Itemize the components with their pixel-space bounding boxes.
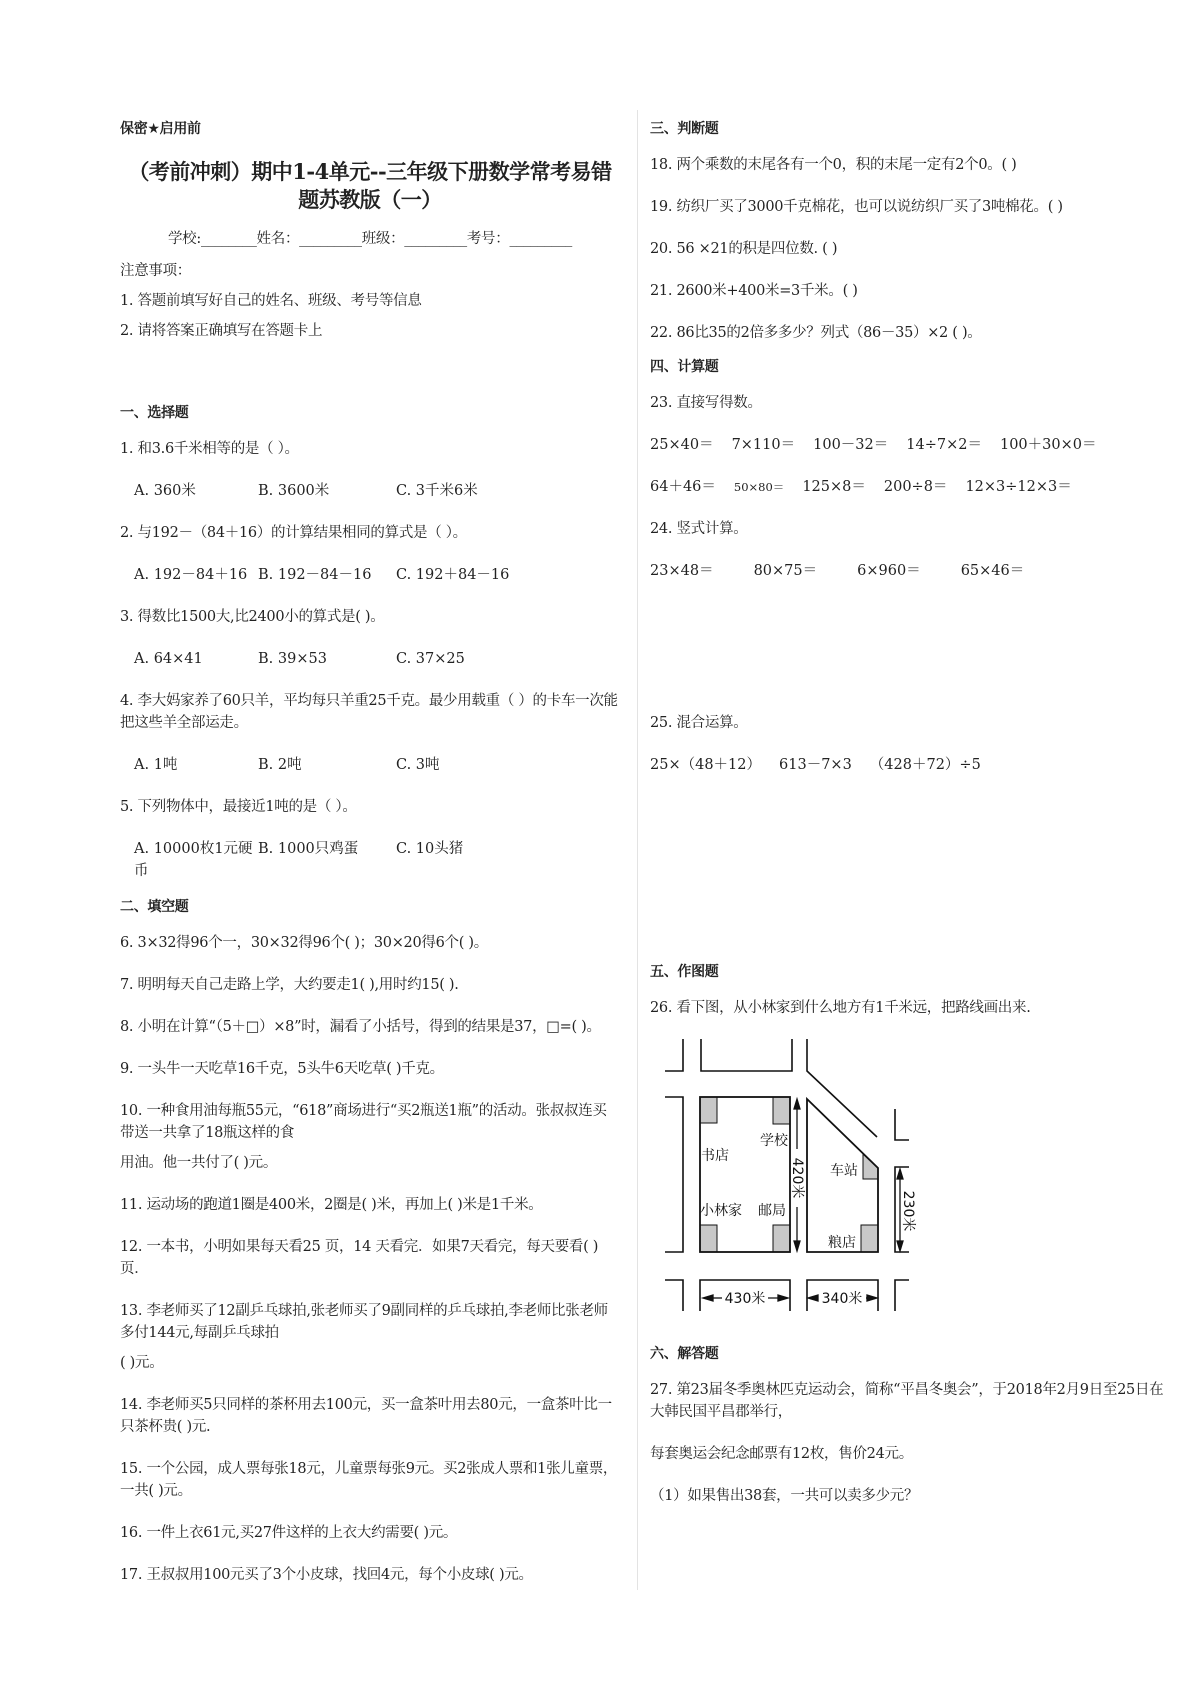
place-label: 小林家 — [700, 1203, 742, 1219]
calc-item: 50×80＝ — [733, 480, 785, 494]
calc-item: 6×960＝ — [857, 563, 921, 579]
question-23: 23. 直接写得数。 — [650, 395, 762, 411]
question-27-part-1: （1）如果售出38套，一共可以卖多少元？ — [650, 1488, 919, 1504]
option-c: C. 192＋84－16 — [396, 567, 510, 583]
option-b: B. 3600米 — [258, 483, 330, 499]
page-title: （考前冲刺）期中1-4单元--三年级下册数学常考易错题苏教版（一） — [128, 159, 612, 212]
calc-item: （428＋72）÷5 — [869, 757, 981, 773]
option-b: B. 192－84－16 — [258, 567, 372, 583]
distance-label: 230米 — [900, 1190, 916, 1232]
options-row — [134, 564, 620, 586]
section-heading: 二、填空题 — [120, 899, 189, 915]
question-20: 20. 56 ×21的积是四位数. ( ) — [650, 241, 838, 257]
option-a: A. 360米 — [134, 483, 196, 499]
question-24: 24. 竖式计算。 — [650, 521, 748, 537]
notice-item: 2. 请将答案正确填写在答题卡上 — [120, 323, 323, 339]
calc-item: 200÷8＝ — [883, 479, 948, 495]
column-divider — [637, 110, 638, 1590]
distance-label: 340米 — [821, 1291, 863, 1307]
right-column — [650, 118, 1170, 1527]
question-17: 17. 王叔叔用100元买了3个小皮球，找回4元，每个小皮球( )元。 — [120, 1567, 533, 1583]
question-1: 1. 和3.6千米相等的是（ ）。 — [120, 441, 299, 457]
option-c: C. 3千米6米 — [396, 483, 478, 499]
distance-label: 420米 — [789, 1157, 805, 1199]
question-9: 9. 一头牛一天吃草16千克，5头牛6天吃草( )千克。 — [120, 1061, 444, 1077]
question-15: 15. 一个公园，成人票每张18元，儿童票每张9元。买2张成人票和1张儿童票，一共( )元。 — [120, 1461, 618, 1499]
option-a: A. 192－84＋16 — [134, 567, 248, 583]
calc-item: 7×110＝ — [731, 437, 796, 453]
calc-row — [650, 560, 1170, 582]
options-row — [134, 480, 620, 502]
calc-item: 12×3÷12×3＝ — [965, 479, 1072, 495]
street-line — [895, 1109, 909, 1140]
question-2: 2. 与192－（84＋16）的计算结果相同的算式是（ ）。 — [120, 525, 467, 541]
street-line — [665, 1097, 683, 1252]
grain-store-marker — [861, 1225, 878, 1252]
option-b: B. 39×53 — [258, 651, 327, 667]
place-label: 车站 — [830, 1163, 858, 1179]
calc-item: 25×40＝ — [650, 437, 714, 453]
distance-label: 430米 — [724, 1291, 766, 1307]
post-office-marker — [773, 1225, 790, 1252]
school-marker — [773, 1097, 790, 1124]
calc-item: 25×（48＋12） — [650, 757, 762, 773]
calc-item: 80×75＝ — [753, 563, 818, 579]
question-27-cont: 每套奥运会纪念邮票有12枚，售价24元。 — [650, 1446, 913, 1462]
calc-item: 613－7×3 — [779, 757, 852, 773]
option-b: B. 1000只鸡蛋 — [258, 841, 359, 857]
option-a: A. 64×41 — [134, 651, 203, 667]
question-6: 6. 3×32得96个一，30×32得96个( )；30×20得6个( )。 — [120, 935, 488, 951]
option-a: A. 10000枚1元硬币 — [134, 841, 253, 879]
option-a: A. 1吨 — [134, 757, 178, 773]
street-line — [701, 1039, 792, 1071]
question-26: 26. 看下图，从小林家到什么地方有1千米远，把路线画出来. — [650, 1000, 1031, 1016]
option-c: C. 37×25 — [396, 651, 465, 667]
place-label: 邮局 — [758, 1203, 786, 1219]
question-21: 21. 2600米+400米=3千米。( ) — [650, 283, 858, 299]
question-13-cont: ( )元。 — [120, 1355, 164, 1371]
calc-row — [650, 754, 1170, 776]
section-heading: 一、选择题 — [120, 405, 189, 421]
calc-item: 125×8＝ — [802, 479, 866, 495]
calc-row — [650, 434, 1170, 456]
answer-space — [650, 796, 1170, 961]
option-b: B. 2吨 — [258, 757, 302, 773]
question-13: 13. 李老师买了12副乒乓球拍,张老师买了9副同样的乒乓球拍,李老师比张老师多付144元,每副乒乓球拍 — [120, 1303, 608, 1341]
calc-item: 100－32＝ — [813, 437, 889, 453]
question-27: 27. 第23届冬季奥林匹克运动会，简称“平昌冬奥会”，于2018年2月9日至25日在大韩民国平昌郡举行， — [650, 1382, 1164, 1420]
question-10-cont: 用油。他一共付了( )元。 — [120, 1155, 278, 1171]
option-c: C. 10头猪 — [396, 841, 464, 857]
calc-item: 64＋46＝ — [650, 479, 716, 495]
place-label: 学校 — [760, 1133, 788, 1149]
student-info-line: 学校:________姓名：_________班级：_________考号：_________ — [167, 231, 573, 247]
question-18: 18. 两个乘数的末尾各有一个0，积的末尾一定有2个0。( ) — [650, 157, 1017, 173]
question-5: 5. 下列物体中，最接近1吨的是（ ）。 — [120, 799, 357, 815]
question-8: 8. 小明在计算“（5＋□）×8”时，漏看了小括号，得到的结果是37，□=( )。 — [120, 1019, 601, 1035]
notice-title: 注意事项： — [120, 263, 191, 279]
section-heading: 五、作图题 — [650, 964, 719, 980]
section-heading: 三、判断题 — [650, 121, 719, 137]
street-line — [665, 1280, 683, 1311]
question-10: 10. 一种食用油每瓶55元，“618”商场进行“买2瓶送1瓶”的活动。张叔叔连买带送一共拿了18瓶这样的食 — [120, 1103, 607, 1141]
street-line — [665, 1039, 683, 1071]
street-line — [895, 1280, 909, 1311]
confidential-label: 保密★启用前 — [120, 121, 201, 137]
home-marker — [700, 1225, 717, 1252]
question-25: 25. 混合运算。 — [650, 715, 748, 731]
answer-space — [650, 602, 1170, 712]
calc-row — [650, 476, 1170, 498]
question-19: 19. 纺织厂买了3000千克棉花，也可以说纺织厂买了3吨棉花。( ) — [650, 199, 1063, 215]
calc-item: 65×46＝ — [960, 563, 1025, 579]
option-c: C. 3吨 — [396, 757, 440, 773]
question-12: 12. 一本书，小明如果每天看25 页，14 天看完．如果7天看完，每天要看( )页． — [120, 1239, 599, 1277]
question-3: 3. 得数比1500大,比2400小的算式是( )。 — [120, 609, 385, 625]
notice-item: 1. 答题前填写好自己的姓名、班级、考号等信息 — [120, 293, 422, 309]
bookstore-marker — [700, 1097, 717, 1123]
question-4: 4. 李大妈家养了60只羊，平均每只羊重25千克。最少用载重（ ）的卡车一次能把这些羊全部运走。 — [120, 693, 618, 731]
calc-item: 100＋30×0＝ — [999, 437, 1097, 453]
section-heading: 六、解答题 — [650, 1346, 719, 1362]
route-map-diagram — [650, 1029, 930, 1329]
question-16: 16. 一件上衣61元,买27件这样的上衣大约需要( )元。 — [120, 1525, 458, 1541]
place-label: 书店 — [701, 1148, 729, 1164]
question-22: 22. 86比35的2倍多多少？列式（86－35）×2 ( )。 — [650, 325, 982, 341]
question-14: 14. 李老师买5只同样的茶杯用去100元，买一盒茶叶用去80元，一盒茶叶比一只茶杯贵( )元. — [120, 1397, 612, 1435]
calc-item: 23×48＝ — [650, 563, 714, 579]
question-11: 11. 运动场的跑道1圈是400米，2圈是( )米，再加上( )米是1千米。 — [120, 1197, 543, 1213]
options-row — [134, 838, 620, 882]
calc-item: 14÷7×2＝ — [906, 437, 982, 453]
options-row — [134, 754, 620, 776]
question-7: 7. 明明每天自己走路上学，大约要走1( ),用时约15( ). — [120, 977, 459, 993]
place-label: 粮店 — [828, 1235, 856, 1251]
street-line — [807, 1039, 877, 1137]
left-column — [120, 118, 620, 1606]
section-heading: 四、计算题 — [650, 359, 719, 375]
options-row — [134, 648, 620, 670]
